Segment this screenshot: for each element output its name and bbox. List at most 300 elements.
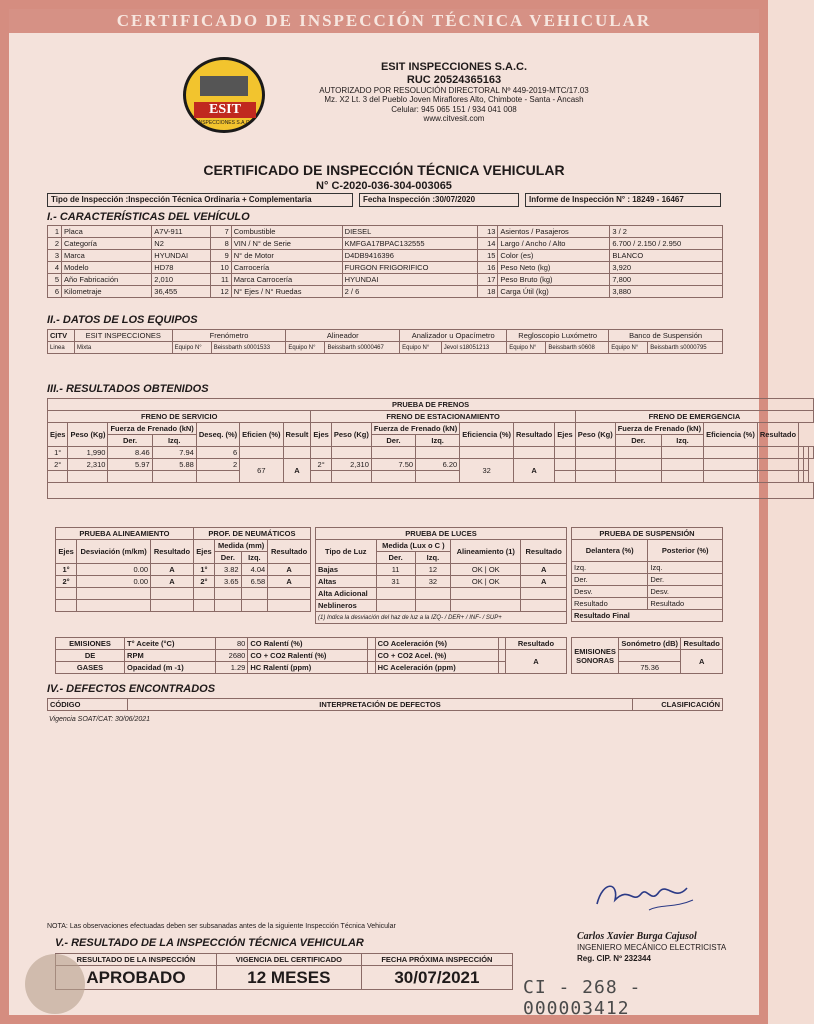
gas-cell bbox=[368, 638, 375, 650]
brake-header: Izq. bbox=[152, 435, 196, 447]
final-header: RESULTADO DE LA INSPECCIÓN bbox=[56, 954, 217, 966]
brake-header: Resultado bbox=[514, 423, 555, 447]
gas-label: DE bbox=[56, 650, 125, 662]
vehicle-row bbox=[48, 262, 723, 274]
brake-cell bbox=[311, 447, 331, 459]
sound-header: Resultado bbox=[681, 638, 723, 650]
vehicle-row bbox=[48, 286, 723, 298]
brake-header: Resultado bbox=[757, 423, 798, 447]
gas-cell: Resultado bbox=[505, 638, 566, 650]
brake-cell bbox=[615, 447, 661, 459]
lights-cell: Bajas bbox=[316, 564, 377, 576]
vehicle-cell: Peso Bruto (kg) bbox=[498, 274, 610, 286]
gas-cell: 80 bbox=[216, 638, 248, 650]
vehicle-cell: 11 bbox=[211, 274, 231, 286]
vehicle-cell: Carga Útil (kg) bbox=[498, 286, 610, 298]
final-header: VIGENCIA DEL CERTIFICADO bbox=[216, 954, 361, 966]
tire-header: Izq. bbox=[241, 552, 268, 564]
suspension-header: Posterior (%) bbox=[648, 540, 723, 562]
vehicle-cell: 2 / 6 bbox=[342, 286, 477, 298]
brake-cell bbox=[331, 471, 371, 483]
engineer-name: Carlos Xavier Burga Cajusol bbox=[577, 931, 697, 942]
engineer-title: INGENIERO MECÁNICO ELECTRICISTA bbox=[577, 943, 727, 952]
align-cell: 1° bbox=[56, 564, 77, 576]
vehicle-cell: N° de Motor bbox=[231, 250, 342, 262]
brake-cell: 2 bbox=[196, 459, 239, 471]
defects-interp-header: INTERPRETACIÓN DE DEFECTOS bbox=[128, 699, 633, 711]
brake-cell bbox=[661, 471, 703, 483]
gas-cell: T° Aceite (°C) bbox=[125, 638, 216, 650]
sound-label bbox=[572, 638, 619, 674]
eq-h-reg: Regloscopio Luxómetro bbox=[507, 330, 609, 342]
suspension-title: PRUEBA DE SUSPENSIÓN bbox=[572, 528, 723, 540]
lights-header: Der. bbox=[376, 552, 415, 564]
tire-cell: 4.04 bbox=[241, 564, 268, 576]
brake-cell bbox=[283, 447, 311, 459]
align-header: Resultado bbox=[151, 540, 194, 564]
lights-header: Resultado bbox=[521, 540, 567, 564]
lights-cell: OK | OK bbox=[451, 564, 521, 576]
gas-label: GASES bbox=[56, 662, 125, 674]
brake-cell bbox=[371, 447, 415, 459]
vehicle-cell: VIN / N° de Serie bbox=[231, 238, 342, 250]
brake-header: Der. bbox=[108, 435, 152, 447]
tire-cell bbox=[215, 600, 242, 612]
lights-cell bbox=[415, 600, 451, 612]
align-cell bbox=[56, 588, 77, 600]
brake-header: Eficien (%) bbox=[240, 423, 283, 447]
lights-cell: Alta Adicional bbox=[316, 588, 377, 600]
align-header: Desviación (m/km) bbox=[77, 540, 151, 564]
gas-cell: HC Aceleración (ppm) bbox=[375, 662, 498, 674]
brake-cell bbox=[460, 447, 514, 459]
tires-title: PROF. DE NEUMÁTICOS bbox=[193, 528, 310, 540]
brake-cell bbox=[661, 447, 703, 459]
brake-header: Eficiencia (%) bbox=[460, 423, 514, 447]
vehicle-row bbox=[48, 274, 723, 286]
suspension-cell: Desv. bbox=[648, 586, 723, 598]
brake-header: Result bbox=[283, 423, 311, 447]
align-cell: A bbox=[151, 564, 194, 576]
equipment-cell: Beissbarth s0001533 bbox=[211, 342, 286, 354]
company-ruc: RUC 20524365163 bbox=[406, 73, 502, 86]
suspension-cell: Der. bbox=[648, 574, 723, 586]
brake-cell bbox=[804, 459, 809, 471]
suspension-cell: Izq. bbox=[572, 562, 648, 574]
gas-cell bbox=[498, 662, 505, 674]
lights-cell: 12 bbox=[415, 564, 451, 576]
gas-result: A bbox=[505, 650, 566, 674]
lights-cell: OK | OK bbox=[451, 576, 521, 588]
vehicle-cell: 16 bbox=[478, 262, 498, 274]
lights-cell bbox=[376, 588, 415, 600]
lights-header: Izq. bbox=[415, 552, 451, 564]
logo-subtext: INSPECCIONES S.A.C. bbox=[197, 120, 251, 126]
gas-cell: CO + CO2 Ralentí (%) bbox=[248, 650, 368, 662]
lights-cell: A bbox=[521, 564, 567, 576]
vehicle-cell: Placa bbox=[61, 226, 151, 238]
tire-cell bbox=[268, 588, 311, 600]
vehicle-cell: Asientos / Pasajeros bbox=[498, 226, 610, 238]
lights-header: Medida (Lux o C ) bbox=[376, 540, 451, 552]
vehicle-cell: N2 bbox=[152, 238, 211, 250]
align-cell bbox=[151, 588, 194, 600]
brake-cell bbox=[704, 459, 758, 471]
tire-cell: 6.58 bbox=[241, 576, 268, 588]
brake-header: Der. bbox=[615, 435, 661, 447]
equipment-cell: Equipo N° bbox=[507, 342, 546, 354]
brake-header: Ejes bbox=[311, 423, 331, 447]
brake-cell bbox=[331, 447, 371, 459]
lights-header: Alineamiento (1) bbox=[451, 540, 521, 564]
brake-cell: 2° bbox=[48, 459, 68, 471]
vehicle-table bbox=[47, 225, 723, 298]
suspension-cell: Desv. bbox=[572, 586, 648, 598]
truck-icon bbox=[200, 76, 248, 96]
brake-cell bbox=[152, 471, 196, 483]
vehicle-cell: D4DB9416396 bbox=[342, 250, 477, 262]
lights-cell: Altas bbox=[316, 576, 377, 588]
brake-cell: 7.50 bbox=[371, 459, 415, 471]
equipment-cell: Beissbarth s0000795 bbox=[648, 342, 723, 354]
brake-cell bbox=[575, 447, 615, 459]
lights-row bbox=[316, 564, 567, 576]
vehicle-row bbox=[48, 226, 723, 238]
final-header: FECHA PRÓXIMA INSPECCIÓN bbox=[361, 954, 512, 966]
section-defects: IV.- DEFECTOS ENCONTRADOS bbox=[47, 683, 216, 695]
sound-header: Sonómetro (dB) bbox=[619, 638, 681, 650]
brake-header: Ejes bbox=[48, 423, 68, 447]
sound-result: A bbox=[681, 650, 723, 674]
certificate-serial: CI - 268 - 000003412 bbox=[523, 977, 642, 1019]
gas-cell: CO Ralentí (%) bbox=[248, 638, 368, 650]
inspection-report: Informe de Inspección N° : 18249 - 16467 bbox=[525, 193, 721, 207]
tire-header: Ejes bbox=[193, 540, 214, 564]
tire-cell: A bbox=[268, 576, 311, 588]
brake-header: Ejes bbox=[555, 423, 575, 447]
lights-title: PRUEBA DE LUCES bbox=[316, 528, 567, 540]
eq-h-citv: CITV bbox=[48, 330, 75, 342]
lights-cell bbox=[451, 588, 521, 600]
eq-h-esit: ESIT INSPECCIONES bbox=[74, 330, 172, 342]
vehicle-cell: 7 bbox=[211, 226, 231, 238]
equipment-cell: Beissbarth s0000467 bbox=[325, 342, 400, 354]
engineer-block bbox=[577, 931, 726, 964]
lights-cell bbox=[376, 600, 415, 612]
brake-cell: 5.88 bbox=[152, 459, 196, 471]
defects-code-header: CÓDIGO bbox=[48, 699, 128, 711]
tire-cell: A bbox=[268, 564, 311, 576]
vehicle-cell: Peso Neto (kg) bbox=[498, 262, 610, 274]
vehicle-cell: FURGON FRIGORIFICO bbox=[342, 262, 477, 274]
vehicle-cell: Kilometraje bbox=[61, 286, 151, 298]
final-next-date: 30/07/2021 bbox=[361, 966, 512, 990]
brake-cell: 2,310 bbox=[68, 459, 108, 471]
brake-cell: 8.46 bbox=[108, 447, 152, 459]
brake-header: Der. bbox=[371, 435, 415, 447]
signature bbox=[589, 874, 699, 920]
gas-cell bbox=[368, 650, 375, 662]
brakes-title: PRUEBA DE FRENOS bbox=[48, 399, 814, 411]
defects-table bbox=[47, 698, 723, 711]
equipment-cell: Equipo N° bbox=[172, 342, 211, 354]
lights-cell: 11 bbox=[376, 564, 415, 576]
brake-cell bbox=[704, 447, 758, 459]
company-header bbox=[291, 61, 617, 123]
brake-header: Fuerza de Frenado (kN) bbox=[108, 423, 196, 435]
brake-emergency-title: FRENO DE EMERGENCIA bbox=[575, 411, 813, 423]
gas-emissions-table bbox=[55, 637, 567, 674]
suspension-cell: Der. bbox=[572, 574, 648, 586]
brake-cell: 6 bbox=[196, 447, 239, 459]
parking-efficiency: 32 bbox=[460, 459, 514, 483]
tire-header: Resultado bbox=[268, 540, 311, 564]
vehicle-cell: 18 bbox=[478, 286, 498, 298]
vehicle-cell: 13 bbox=[478, 226, 498, 238]
eq-h-ali: Alineador bbox=[286, 330, 400, 342]
brake-header: Eficiencia (%) bbox=[704, 423, 758, 447]
vehicle-cell: HD78 bbox=[152, 262, 211, 274]
final-result: APROBADO bbox=[56, 966, 217, 990]
gas-cell: CO + CO2 Acel. (%) bbox=[375, 650, 498, 662]
vehicle-cell: 3 bbox=[48, 250, 62, 262]
align-cell: 0.00 bbox=[77, 564, 151, 576]
brake-cell bbox=[555, 447, 575, 459]
brake-cell bbox=[240, 447, 283, 459]
vehicle-cell: 1 bbox=[48, 226, 62, 238]
vehicle-cell: HYUNDAI bbox=[152, 250, 211, 262]
brake-cell: 7.94 bbox=[152, 447, 196, 459]
company-logo bbox=[183, 57, 265, 133]
equipment-cell: Mixta bbox=[74, 342, 172, 354]
lights-cell: 32 bbox=[415, 576, 451, 588]
section-equipment: II.- DATOS DE LOS EQUIPOS bbox=[47, 314, 198, 326]
tire-header: Medida (mm) bbox=[215, 540, 268, 552]
vehicle-cell: Año Fabricación bbox=[61, 274, 151, 286]
tire-cell bbox=[241, 600, 268, 612]
gas-cell: RPM bbox=[125, 650, 216, 662]
section-final: V.- RESULTADO DE LA INSPECCIÓN TÉCNICA VEHICULAR bbox=[55, 937, 364, 949]
suspension-final: Resultado Final bbox=[572, 610, 723, 622]
tire-cell bbox=[193, 588, 214, 600]
vehicle-cell: 4 bbox=[48, 262, 62, 274]
brake-cell bbox=[704, 471, 758, 483]
vehicle-cell: Largo / Ancho / Alto bbox=[498, 238, 610, 250]
brake-cell bbox=[809, 447, 814, 459]
brake-cell bbox=[196, 471, 239, 483]
brake-parking-title: FRENO DE ESTACIONAMIENTO bbox=[311, 411, 575, 423]
vehicle-cell: 12 bbox=[211, 286, 231, 298]
equipment-cell: Equipo N° bbox=[400, 342, 442, 354]
vehicle-cell: Modelo bbox=[61, 262, 151, 274]
equipment-cell: Jevol s18051213 bbox=[441, 342, 506, 354]
vehicle-row bbox=[48, 250, 723, 262]
sound-emissions-table bbox=[571, 637, 723, 674]
suspension-cell: Izq. bbox=[648, 562, 723, 574]
gas-cell: HC Ralentí (ppm) bbox=[248, 662, 368, 674]
tire-cell: 2° bbox=[193, 576, 214, 588]
brake-cell bbox=[555, 459, 575, 471]
brake-cell bbox=[416, 471, 460, 483]
vehicle-cell: Color (es) bbox=[498, 250, 610, 262]
align-cell: A bbox=[151, 576, 194, 588]
seal-stamp bbox=[25, 954, 85, 1014]
vehicle-cell: Categoría bbox=[61, 238, 151, 250]
vehicle-cell: 8 bbox=[211, 238, 231, 250]
equipment-table bbox=[47, 329, 723, 354]
gas-cell: 2680 bbox=[216, 650, 248, 662]
lights-cell: A bbox=[521, 576, 567, 588]
service-result: A bbox=[283, 459, 311, 483]
gas-label: EMISIONES bbox=[56, 638, 125, 650]
vehicle-cell: 14 bbox=[478, 238, 498, 250]
brake-cell bbox=[514, 447, 555, 459]
suspension-cell: Resultado bbox=[648, 598, 723, 610]
brake-service-title: FRENO DE SERVICIO bbox=[48, 411, 311, 423]
align-header: Ejes bbox=[56, 540, 77, 564]
brake-cell: 1° bbox=[48, 447, 68, 459]
equipment-cell: Linea bbox=[48, 342, 75, 354]
align-cell: 0.00 bbox=[77, 576, 151, 588]
brake-header: Fuerza de Frenado (kN) bbox=[371, 423, 459, 435]
vehicle-cell: BLANCO bbox=[610, 250, 723, 262]
brake-header: Deseq. (%) bbox=[196, 423, 239, 447]
equipment-cell: Beissbarth s0608 bbox=[546, 342, 609, 354]
brake-cell bbox=[311, 471, 331, 483]
defects-class-header: CLASIFICACIÓN bbox=[633, 699, 723, 711]
brake-cell bbox=[416, 447, 460, 459]
suspension-table bbox=[571, 527, 723, 622]
brake-cell: 1,990 bbox=[68, 447, 108, 459]
eq-h-fren: Frenómetro bbox=[172, 330, 286, 342]
vehicle-cell: 6 bbox=[48, 286, 62, 298]
alignment-title: PRUEBA ALINEAMIENTO bbox=[56, 528, 194, 540]
vehicle-cell: Marca bbox=[61, 250, 151, 262]
brake-cell bbox=[615, 459, 661, 471]
final-result-table bbox=[55, 953, 513, 990]
brake-cell bbox=[48, 483, 814, 499]
brake-header: Fuerza de Frenado (kN) bbox=[615, 423, 703, 435]
brake-cell: 6.20 bbox=[416, 459, 460, 471]
lights-cell bbox=[451, 600, 521, 612]
lights-row bbox=[316, 576, 567, 588]
brake-header: Peso (Kg) bbox=[331, 423, 371, 447]
engineer-cip: Reg. CIP. Nº 232344 bbox=[577, 954, 651, 963]
vehicle-cell: KMFGA17BPAC132555 bbox=[342, 238, 477, 250]
final-validity: 12 MESES bbox=[216, 966, 361, 990]
tire-cell: 1° bbox=[193, 564, 214, 576]
tire-cell bbox=[241, 588, 268, 600]
vehicle-cell: 7,800 bbox=[610, 274, 723, 286]
gas-cell: CO Aceleración (%) bbox=[375, 638, 498, 650]
vehicle-cell: 10 bbox=[211, 262, 231, 274]
brake-header: Peso (Kg) bbox=[68, 423, 108, 447]
brake-cell bbox=[371, 471, 415, 483]
align-cell bbox=[151, 600, 194, 612]
eq-h-ana: Analizador u Opacímetro bbox=[400, 330, 507, 342]
brake-cell: 2,310 bbox=[331, 459, 371, 471]
lights-cell bbox=[415, 588, 451, 600]
company-resolution: AUTORIZADO POR RESOLUCIÓN DIRECTORAL Nº 449-2019-MTC/17.03 bbox=[319, 86, 589, 96]
brake-cell bbox=[615, 471, 661, 483]
vehicle-cell: 2,010 bbox=[152, 274, 211, 286]
vehicle-cell: 3 / 2 bbox=[610, 226, 723, 238]
gas-cell: Opacidad (m -1) bbox=[125, 662, 216, 674]
lights-table bbox=[315, 527, 567, 624]
brake-header: Izq. bbox=[416, 435, 460, 447]
brake-header: Peso (Kg) bbox=[575, 423, 615, 447]
align-cell: 2° bbox=[56, 576, 77, 588]
vehicle-cell: 3,920 bbox=[610, 262, 723, 274]
eq-h-ban: Banco de Suspensión bbox=[609, 330, 723, 342]
lights-header: Tipo de Luz bbox=[316, 540, 377, 564]
certificate-title: CERTIFICADO DE INSPECCIÓN TÉCNICA VEHICULAR bbox=[203, 162, 565, 178]
tire-cell bbox=[215, 588, 242, 600]
suspension-header: Delantera (%) bbox=[572, 540, 648, 562]
gas-cell: 1.29 bbox=[216, 662, 248, 674]
logo-text: ESIT bbox=[194, 102, 256, 118]
sound-cell bbox=[619, 650, 681, 662]
gas-cell bbox=[498, 650, 505, 662]
vehicle-cell: 6.700 / 2.150 / 2.950 bbox=[610, 238, 723, 250]
vehicle-cell: 5 bbox=[48, 274, 62, 286]
certificate-number: N° C-2020-036-304-003065 bbox=[316, 180, 452, 192]
lights-note: (1) Indica la desviación del haz de luz a la IZQ- / DER+ / INF- / SUP+ bbox=[316, 612, 567, 624]
align-cell bbox=[56, 600, 77, 612]
vehicle-cell: 36,455 bbox=[152, 286, 211, 298]
lights-row bbox=[316, 588, 567, 600]
brake-cell: 5.97 bbox=[108, 459, 152, 471]
brake-cell bbox=[68, 471, 108, 483]
brake-header: Izq. bbox=[661, 435, 703, 447]
vehicle-cell: 2 bbox=[48, 238, 62, 250]
company-phone: Celular: 945 065 151 / 934 041 008 bbox=[391, 104, 517, 114]
vehicle-cell: 3,880 bbox=[610, 286, 723, 298]
brake-cell bbox=[48, 471, 68, 483]
sound-label-a: EMISIONES bbox=[574, 646, 616, 656]
lights-row bbox=[316, 600, 567, 612]
alignment-tires-table bbox=[55, 527, 311, 612]
gas-cell bbox=[498, 638, 505, 650]
brake-cell bbox=[575, 471, 615, 483]
inspection-type: Tipo de Inspección :Inspección Técnica Ordinaria + Complementaria bbox=[47, 193, 353, 207]
brake-cell bbox=[804, 471, 809, 483]
align-cell bbox=[77, 588, 151, 600]
vehicle-cell: N° Ejes / N° Ruedas bbox=[231, 286, 342, 298]
section-results: III.- RESULTADOS OBTENIDOS bbox=[47, 383, 209, 395]
vehicle-row bbox=[48, 238, 723, 250]
tire-cell: 3.65 bbox=[215, 576, 242, 588]
company-address: Mz. X2 Lt. 3 del Pueblo Joven Miraflores Alto, Chimbote - Santa - Ancash bbox=[324, 95, 584, 105]
sound-value: 75.36 bbox=[619, 662, 681, 674]
brake-cell bbox=[555, 471, 575, 483]
vehicle-cell: A7V-911 bbox=[152, 226, 211, 238]
gas-cell bbox=[368, 662, 375, 674]
brake-cell bbox=[575, 459, 615, 471]
parking-result: A bbox=[514, 459, 555, 483]
brake-cell bbox=[661, 459, 703, 471]
tire-cell bbox=[193, 600, 214, 612]
soat-validity: Vigencia SOAT/CAT: 30/06/2021 bbox=[49, 716, 151, 723]
lights-cell bbox=[521, 588, 567, 600]
brake-cell bbox=[757, 447, 798, 459]
vehicle-cell: Marca Carrocería bbox=[231, 274, 342, 286]
note-text: NOTA: Las observaciones efectuadas deben ser subsanadas antes de la siguiente Inspección Técnica Vehicular bbox=[47, 923, 396, 930]
equipment-cell: Equipo N° bbox=[609, 342, 648, 354]
brakes-table bbox=[47, 398, 814, 499]
vehicle-cell: 9 bbox=[211, 250, 231, 262]
brake-cell: 2° bbox=[311, 459, 331, 471]
